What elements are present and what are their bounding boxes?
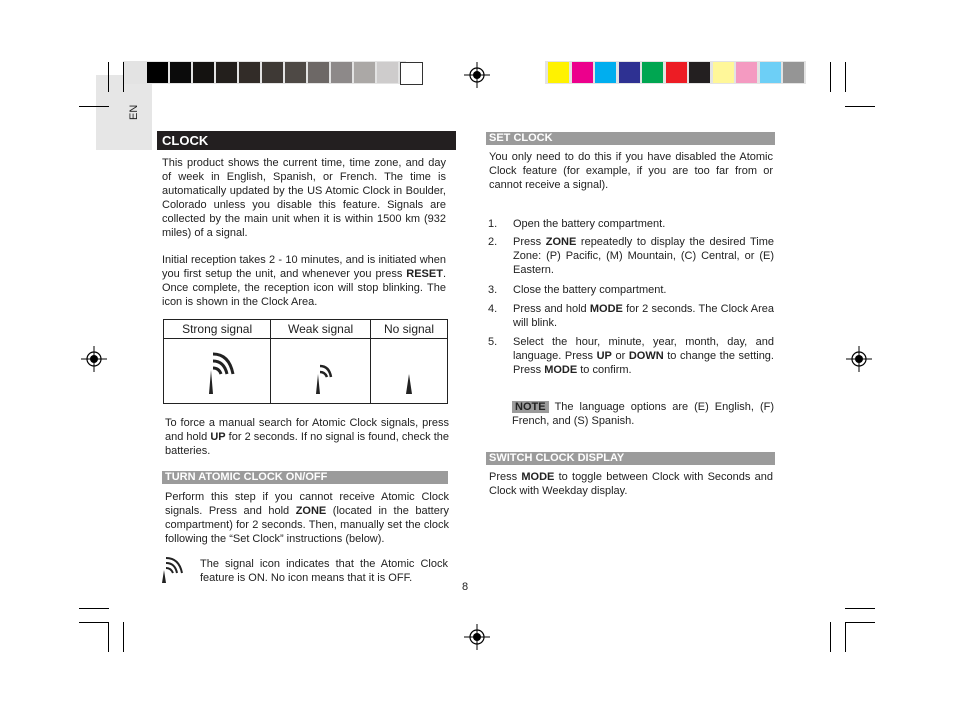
reception-text-2: . Once complete, the reception icon will stop blinking. The icon is shown in the Clock Area. bbox=[162, 268, 446, 308]
color-swatch bbox=[595, 62, 616, 83]
turn-atomic-paragraph bbox=[165, 490, 449, 546]
crop-mark bbox=[845, 106, 875, 107]
crop-mark bbox=[79, 106, 109, 107]
step-text: to confirm. bbox=[577, 364, 632, 376]
zone-key-label: ZONE bbox=[545, 236, 577, 248]
crop-mark bbox=[123, 62, 124, 92]
signal-cell-weak bbox=[271, 339, 371, 404]
gray-swatch bbox=[170, 62, 191, 83]
language-tab bbox=[96, 75, 152, 150]
crop-mark bbox=[79, 622, 109, 623]
set-clock-step bbox=[488, 335, 774, 377]
force-search-text-2: for 2 seconds. If no signal is found, check the batteries. bbox=[165, 431, 450, 457]
weak-signal-icon bbox=[306, 342, 336, 398]
force-search-text-1: To force a manual search for Atomic Clock signals, press and hold bbox=[165, 417, 449, 443]
turn-atomic-text-2: (located in the battery compartment) for 2 seconds. Then, manually set the clock following the “Set Clock” instructions (below). bbox=[165, 505, 449, 545]
signal-strength-table bbox=[163, 319, 448, 404]
page-number: 8 bbox=[462, 581, 469, 593]
gray-swatch bbox=[285, 62, 306, 83]
atomic-signal-icon bbox=[158, 556, 184, 584]
signal-cell-none bbox=[371, 339, 448, 404]
clock-intro: This product shows the current time, time zone, and day of week in English, Spanish, or French. The time is automatically updated by the US Atomic Clock in Boulder, Colorado unless you disable this feature. Signals are collected by the main unit when it is within 1500 km (932 miles) of a signal. bbox=[162, 157, 446, 239]
set-clock-step bbox=[488, 235, 774, 277]
color-swatch bbox=[666, 62, 687, 83]
mode-key-label: MODE bbox=[589, 303, 623, 315]
crop-mark bbox=[108, 622, 109, 652]
step-number: 3. bbox=[488, 284, 498, 296]
strong-signal-icon bbox=[197, 342, 237, 398]
clock-heading: CLOCK bbox=[157, 131, 456, 150]
step-text: to change the setting. Press bbox=[513, 350, 774, 376]
set-clock-step bbox=[488, 283, 774, 297]
turn-atomic-text-1: Perform this step if you cannot receive Atomic Clock signals. Press and hold bbox=[165, 491, 449, 517]
gray-swatch bbox=[262, 62, 283, 83]
gray-swatch bbox=[193, 62, 214, 83]
mode-key-label: MODE bbox=[521, 471, 555, 483]
color-swatch bbox=[783, 62, 804, 83]
step-text: Close the battery compartment. bbox=[513, 284, 667, 296]
step-text: Select the hour, minute, year, month, day, and language. Press bbox=[513, 336, 774, 362]
turn-atomic-heading: TURN ATOMIC CLOCK ON/OFF bbox=[162, 471, 448, 484]
color-swatch bbox=[760, 62, 781, 83]
crop-mark bbox=[123, 622, 124, 652]
crop-mark bbox=[845, 608, 875, 609]
gray-swatch bbox=[331, 62, 352, 83]
step-text: Press bbox=[513, 236, 546, 248]
color-swatch bbox=[619, 62, 640, 83]
gray-swatch bbox=[239, 62, 260, 83]
color-swatch bbox=[689, 62, 710, 83]
mode-key-label: MODE bbox=[544, 364, 578, 376]
reception-paragraph bbox=[162, 253, 446, 309]
no-signal-icon bbox=[399, 342, 419, 398]
set-clock-step bbox=[488, 302, 774, 330]
color-swatch bbox=[736, 62, 757, 83]
gray-swatch bbox=[147, 62, 168, 83]
step-text: Press and hold bbox=[513, 303, 590, 315]
step-text: or bbox=[611, 350, 629, 362]
switch-display-heading: SWITCH CLOCK DISPLAY bbox=[486, 452, 775, 465]
crop-mark bbox=[845, 622, 846, 652]
switch-text-2: to toggle between Clock with Seconds and Clock with Weekday display. bbox=[489, 471, 773, 497]
set-clock-intro: You only need to do this if you have disabled the Atomic Clock feature (for example, if you are too far from or cannot receive a signal). bbox=[489, 151, 773, 191]
registration-target-icon bbox=[464, 62, 490, 88]
set-clock-heading: SET CLOCK bbox=[486, 132, 775, 145]
crop-mark bbox=[79, 608, 109, 609]
language-note bbox=[512, 400, 774, 428]
icon-note-paragraph: The signal icon indicates that the Atomic Clock feature is ON. No icon means that it is OFF. bbox=[200, 558, 448, 584]
registration-target-icon bbox=[464, 624, 490, 650]
zone-key-label: ZONE bbox=[295, 505, 327, 517]
up-key-label: UP bbox=[596, 350, 612, 362]
step-number: 4. bbox=[488, 303, 498, 315]
down-key-label: DOWN bbox=[628, 350, 664, 362]
set-clock-step bbox=[488, 217, 774, 231]
gray-swatch bbox=[400, 62, 423, 85]
reception-text-1: Initial reception takes 2 - 10 minutes, and is initiated when you first setup the unit, and whenever you press bbox=[162, 254, 446, 280]
note-badge: NOTE bbox=[512, 401, 549, 413]
crop-mark bbox=[845, 62, 846, 92]
crop-mark bbox=[830, 622, 831, 652]
registration-target-icon bbox=[846, 346, 872, 372]
color-swatch bbox=[572, 62, 593, 83]
gray-swatch bbox=[216, 62, 237, 83]
gray-swatch bbox=[308, 62, 329, 83]
gray-swatch bbox=[377, 62, 398, 83]
step-number: 5. bbox=[488, 336, 498, 348]
up-key-label: UP bbox=[210, 431, 226, 443]
reset-key-label: RESET bbox=[406, 268, 443, 280]
signal-header-weak: Weak signal bbox=[271, 320, 371, 339]
note-text: The language options are (E) English, (F) French, and (S) Spanish. bbox=[512, 401, 774, 427]
crop-mark bbox=[830, 62, 831, 92]
force-search-paragraph bbox=[165, 416, 449, 458]
crop-mark bbox=[845, 622, 875, 623]
color-swatch bbox=[642, 62, 663, 83]
signal-header-strong: Strong signal bbox=[164, 320, 271, 339]
gray-swatch bbox=[354, 62, 375, 83]
step-number: 2. bbox=[488, 236, 498, 248]
step-text: for 2 seconds. The Clock Area will blink. bbox=[513, 303, 774, 329]
signal-header-none: No signal bbox=[371, 320, 448, 339]
crop-mark bbox=[108, 62, 109, 92]
step-text: Open the battery compartment. bbox=[513, 218, 666, 230]
switch-display-paragraph bbox=[489, 470, 773, 498]
signal-cell-strong bbox=[164, 339, 271, 404]
language-tab-label: EN bbox=[128, 104, 140, 120]
registration-target-icon bbox=[81, 346, 107, 372]
color-swatch bbox=[548, 62, 569, 83]
color-swatch bbox=[713, 62, 734, 83]
switch-text-1: Press bbox=[489, 471, 522, 483]
step-text: repeatedly to display the desired Time Zone: (P) Pacific, (M) Mountain, (C) Central, or (E) Eastern. bbox=[513, 236, 774, 276]
step-number: 1. bbox=[488, 218, 498, 230]
